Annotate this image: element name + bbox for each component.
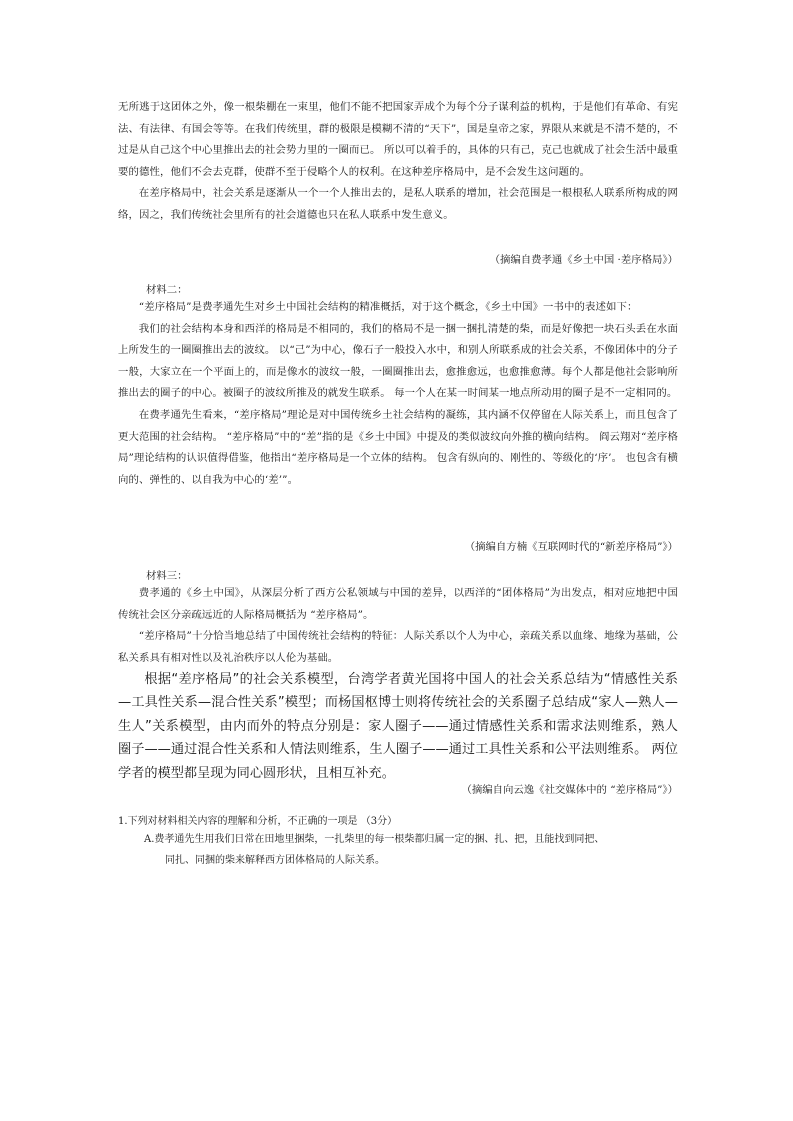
- material2-paragraph-3: 在费孝通先生看来，“差序格局”理论是对中国传统乡土社会结构的凝练，其内涵不仅停留在人际关系上，而且包含了更大范围的社会结构。 “差序格局”中的“差”指的是《乡土中国》中提及的类似波纹向外推的横向结构。 阎云翔对“差序格局”理论结构的认识值得借鉴，他指出“差序格局是一个立体的结构。 包含有纵向的、刚性的、等级化的‘序’。 也包含有横向的、弹性的、以自我为中心的‘差’”。: [118, 408, 678, 486]
- material2-text: [118, 297, 678, 491]
- material2-heading: 材料二：: [146, 284, 188, 296]
- option-a: [144, 829, 680, 871]
- material1-paragraph-1: 无所逃于这团体之外，像一根柴棚在一束里，他们不能不把国家弄成个为每个分子谋利益的机构，于是他们有革命、有宪法、有法律、有国会等等。在我们传统里，群的极限是模糊不清的“天下”，国是皇帝之家，界限从来就是不清不楚的，不过是从自己这个中心里推出去的社会势力里的一圈而已。 所以可以着手的，具体的只有己，克己也就成了社会生活中最重要的德性，他们不会去克群，使群不至于侵略个人的权利。在这种差序格局中，是不会发生这问题的。: [118, 101, 678, 178]
- option-a-line-1: A.费孝通先生用我们日常在田地里捆柴，一扎柴里的每一根柴都归属一定的捆、扎、把，且能找到同把、: [144, 834, 605, 845]
- material1-source: （摘编自费孝通《乡土中国 ·差序格局》）: [489, 254, 678, 266]
- material3-paragraph-2: “差序格局”十分恰当地总结了中国传统社会结构的特征：人际关系以个人为中心，亲疏关系以血缘、地缘为基础，公私关系具有相对性以及礼治秩序以人伦为基础。: [118, 630, 678, 664]
- material1-text: [118, 97, 678, 227]
- material3-text: [118, 583, 678, 669]
- material2-source: （摘编自方楠《互联网时代的“新差序格局”》）: [464, 541, 678, 553]
- material3-heading: 材料三：: [146, 570, 188, 582]
- material3-source: （摘编自向云逸《社交媒体中的 “差序格局”》）: [461, 784, 678, 796]
- material2-paragraph-2: 我们的社会结构本身和西洋的格局是不相同的，我们的格局不是一捆一捆扎清楚的柴，而是好像把一块石头丢在水面上所发生的一圈圈推出去的波纹。 以“己”为中心，像石子一般投入水中，和别人所联系成的社会关系，不像团体中的分子一般，大家立在一个平面上的，而是像水的波纹一般，一圈圈推出去，愈推愈远，也愈推愈薄。每个人都是他社会影响所推出去的圈子的中心。被圈子的波纹所推及的就发生联系。 每一个人在某一时间某一地点所动用的圈子是不一定相同的。: [118, 322, 678, 400]
- material2-paragraph-1: “差序格局”是费孝通先生对乡土中国社会结构的精准概括，对于这个概念，《乡土中国》一书中的表述如下：: [138, 301, 638, 313]
- material3-paragraph-1: 费孝通的《乡土中国》，从深层分析了西方公私领域与中国的差异，以西洋的“团体格局”为出发点，相对应地把中国传统社会区分亲疏远近的人际格局概括为 “差序格局”。: [118, 587, 678, 621]
- option-a-line-2: 同扎、同捆的柴来解释西方团体格局的人际关系。: [165, 855, 385, 866]
- material1-paragraph-2: 在差序格局中，社会关系是逐渐从一个一个人推出去的，是私人联系的增加，社会范围是一根根私人联系所构成的网络，因之，我们传统社会里所有的社会道德也只在私人联系中发生意义。: [118, 187, 678, 221]
- material3-paragraph-3: 根据“差序格局”的社会关系模型，台湾学者黄光国将中国人的社会关系总结为“情感性关系—工具性关系—混合性关系”模型；而杨国枢博士则将传统社会的关系圈子总结成“家人—熟人—生人”关系模型，由内而外的特点分别是：家人圈子——通过情感性关系和需求法则维系，熟人圈子——通过混合性关系和人情法则维系，生人圈子——通过工具性关系和公平法则维系。 两位学者的模型都呈现为同心圆形状，且相互补充。: [118, 672, 678, 781]
- question-1: 1.下列对材料相关内容的理解和分析，不正确的一项是 （3分）: [118, 816, 398, 827]
